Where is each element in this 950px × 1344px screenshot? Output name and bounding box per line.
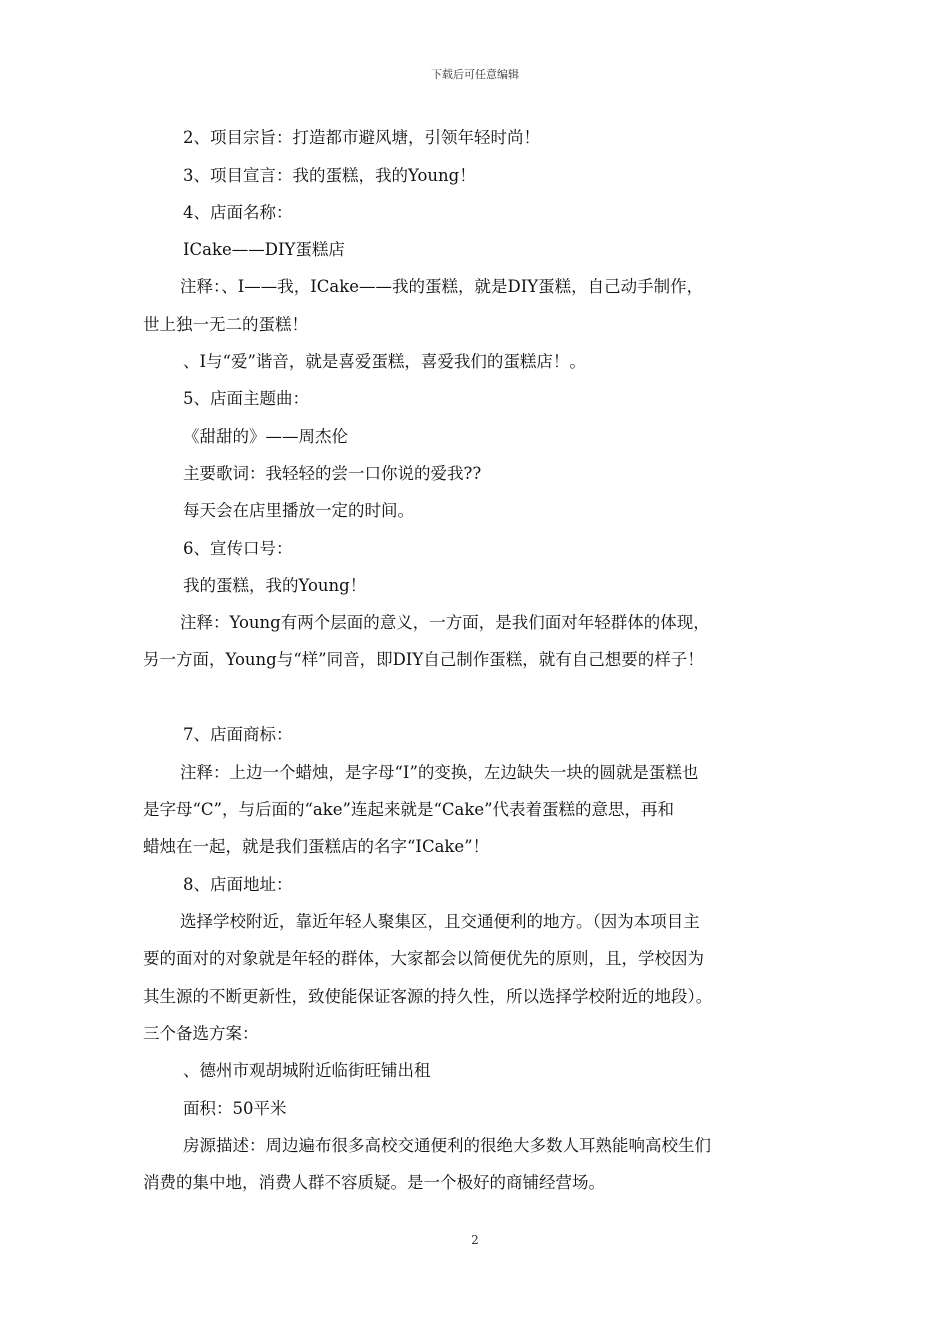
text-line: 是字母“C”，与后面的“ake”连起来就是“Cake”代表着蛋糕的意思，再和 bbox=[143, 800, 675, 819]
text-line: 、德州市观胡城附近临街旺铺出租 bbox=[183, 1061, 431, 1080]
text-line: 三个备选方案： bbox=[143, 1024, 259, 1043]
text-line: 世上独一无二的蛋糕！ bbox=[143, 315, 308, 334]
text-line: 房源描述：周边遍布很多高校交通便利的很绝大多数人耳熟能响高校生们 bbox=[183, 1136, 711, 1155]
text-line: 注释：、I——我，ICake——我的蛋糕，就是DIY蛋糕，自己动手制作， bbox=[180, 277, 704, 296]
text-line: 消费的集中地，消费人群不容质疑。是一个极好的商铺经营场。 bbox=[143, 1173, 605, 1192]
page-header: 下载后可任意编辑 bbox=[431, 68, 519, 81]
text-line: 4、店面名称： bbox=[183, 203, 293, 222]
text-line: 每天会在店里播放一定的时间。 bbox=[183, 501, 414, 520]
text-line: 、I与“爱”谐音，就是喜爱蛋糕，喜爱我们的蛋糕店！。 bbox=[183, 352, 586, 371]
text-line: 选择学校附近，靠近年轻人聚集区，且交通便利的地方。（因为本项目主 bbox=[180, 912, 700, 931]
text-line: 注释：上边一个蜡烛，是字母“I”的变换，左边缺失一块的圆就是蛋糕也 bbox=[180, 763, 699, 782]
text-line: 我的蛋糕，我的Young！ bbox=[183, 576, 367, 595]
text-line: 2、项目宗旨：打造都市避风塘，引领年轻时尚！ bbox=[183, 128, 540, 147]
text-line: 8、店面地址： bbox=[183, 875, 293, 894]
text-line: 蜡烛在一起，就是我们蛋糕店的名字“ICake”！ bbox=[143, 837, 490, 856]
text-line: 5、店面主题曲： bbox=[183, 389, 309, 408]
text-line: 主要歌词：我轻轻的尝一口你说的爱我?? bbox=[183, 464, 482, 483]
text-line: 6、宣传口号： bbox=[183, 539, 293, 558]
text-line: 3、项目宣言：我的蛋糕，我的Young！ bbox=[183, 166, 476, 185]
page-number: 2 bbox=[471, 1233, 479, 1247]
text-line: 另一方面，Young与“样”同音，即DIY自己制作蛋糕，就有自己想要的样子！ bbox=[143, 650, 704, 669]
text-line: 《甜甜的》——周杰伦 bbox=[183, 427, 348, 446]
text-line: 注释：Young有两个层面的意义，一方面，是我们面对年轻群体的体现， bbox=[180, 613, 710, 632]
text-line: 7、店面商标： bbox=[183, 725, 293, 744]
text-line: 面积：50平米 bbox=[183, 1099, 287, 1118]
text-line: 其生源的不断更新性，致使能保证客源的持久性，所以选择学校附近的地段）。 bbox=[143, 987, 713, 1006]
text-line: ICake——DIY蛋糕店 bbox=[183, 240, 345, 259]
text-line: 要的面对的对象就是年轻的群体，大家都会以简便优先的原则，且，学校因为 bbox=[143, 949, 704, 968]
